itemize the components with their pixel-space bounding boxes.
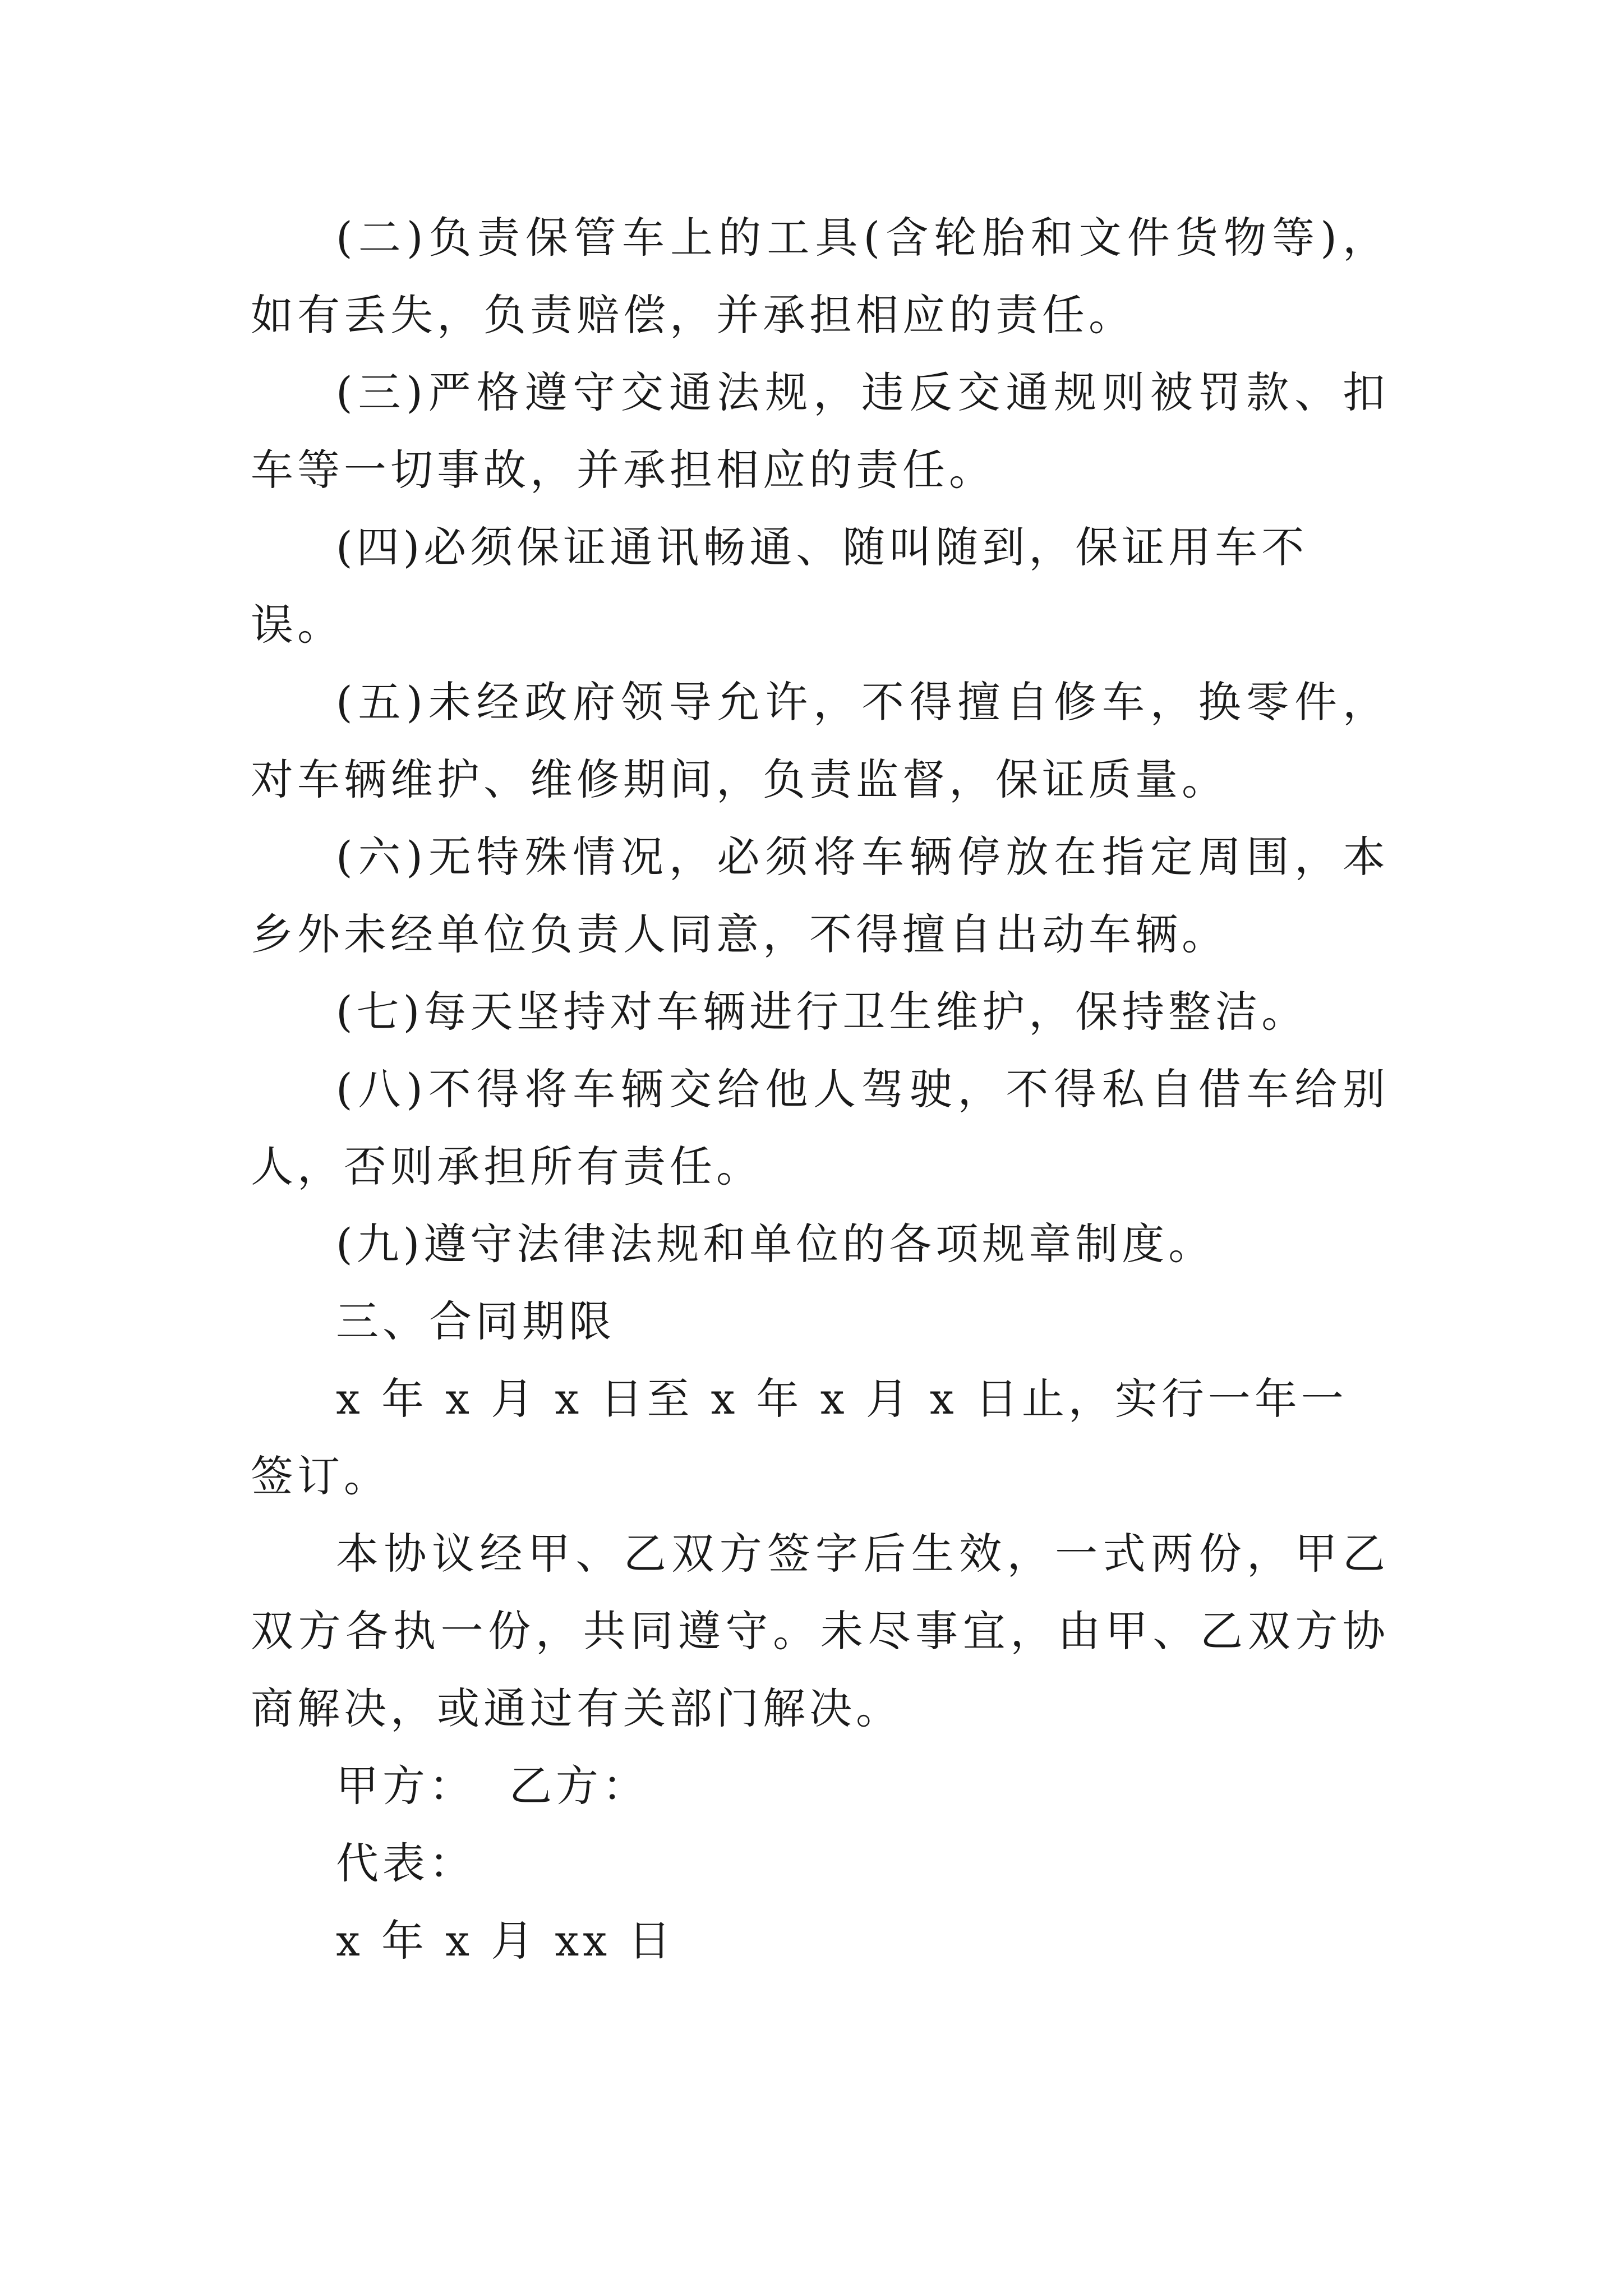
clause-2: (二)负责保管车上的工具(含轮胎和文件货物等)，如有丢失，负责赔偿，并承担相应的责任。: [251, 213, 1389, 340]
clause-8: (八)不得将车辆交给他人驾驶，不得私自借车给别人，否则承担所有责任。: [251, 1064, 1389, 1191]
party-a-label: 甲方：: [336, 1761, 476, 1811]
clause-7: (七)每天坚持对车辆进行卫生维护，保持整洁。: [336, 987, 1308, 1037]
clause-4: (四)必须保证通讯畅通、随叫随到，保证用车不误。: [251, 522, 1308, 650]
clause-5: (五)未经政府领导允许，不得擅自修车，换零件，对车辆维护、维修期间，负责监督，保证质量。: [251, 677, 1389, 804]
clause-9: (九)遵守法律法规和单位的各项规章制度。: [336, 1219, 1215, 1269]
section-heading: 三、合同期限: [336, 1296, 615, 1346]
party-b-label: 乙方：: [509, 1761, 649, 1811]
document-body: [251, 199, 1389, 1980]
signature-parties: [251, 1747, 1389, 1825]
contract-term: x 年 x 月 x 日至 x 年 x 月 x 日止，实行一年一签订。: [251, 1374, 1348, 1501]
closing-paragraph: 本协议经甲、乙双方签字后生效，一式两份，甲乙双方各执一份，共同遵守。未尽事宜，由甲、乙双方协商解决，或通过有关部门解决。: [251, 1529, 1389, 1733]
signature-date: x 年 x 月 xx 日: [336, 1916, 675, 1966]
representative-label: 代表：: [336, 1838, 476, 1888]
clause-3: (三)严格遵守交通法规，违反交通规则被罚款、扣车等一切事故，并承担相应的责任。: [251, 367, 1389, 495]
clause-6: (六)无特殊情况，必须将车辆停放在指定周围，本乡外未经单位负责人同意，不得擅自出动车辆。: [251, 832, 1389, 959]
